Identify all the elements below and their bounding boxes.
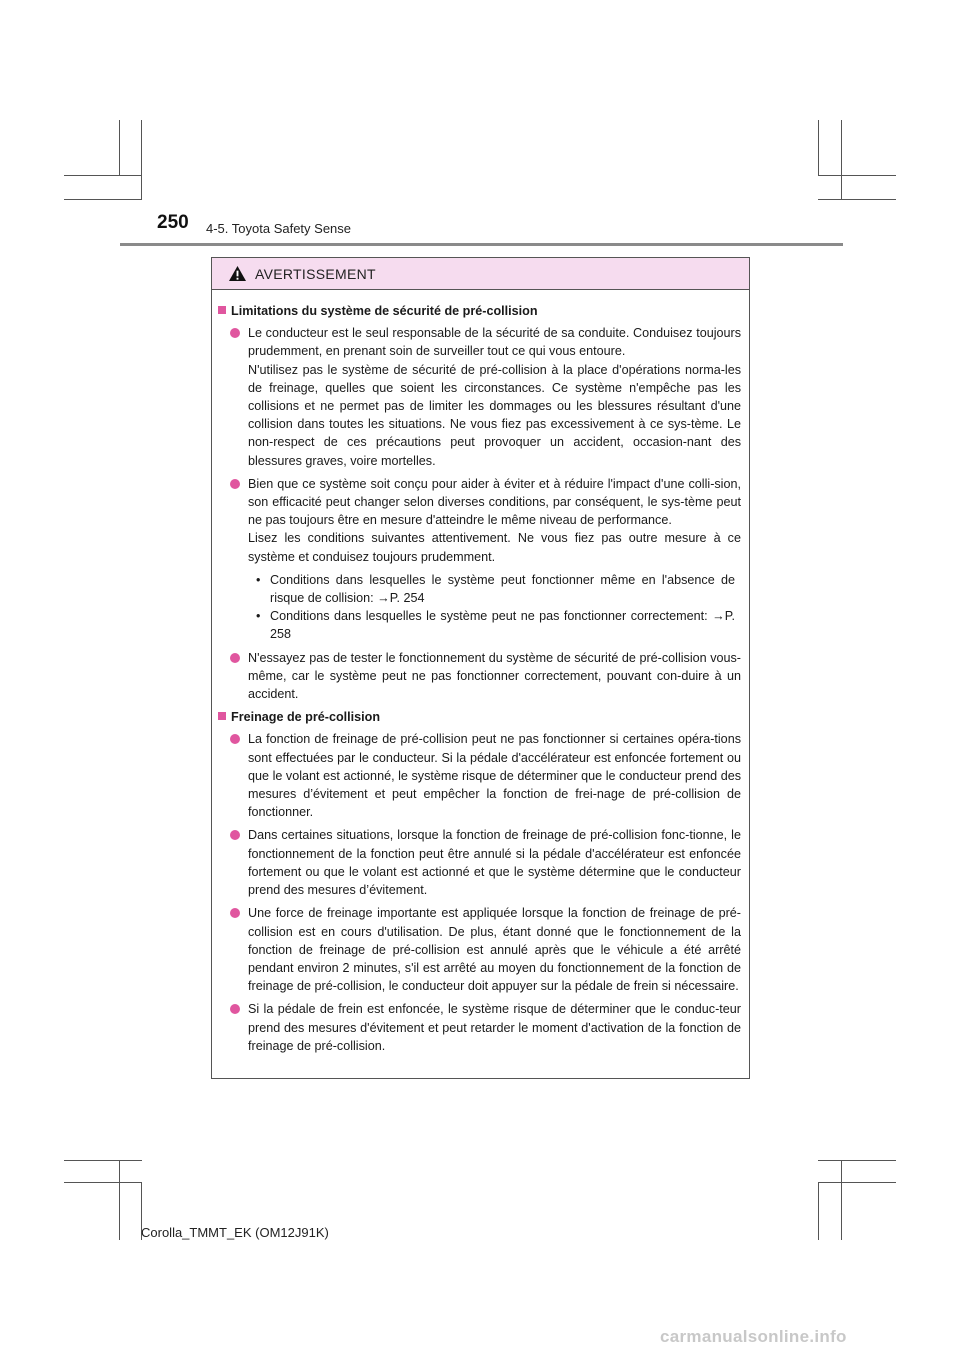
paragraph: Une force de freinage importante est appliquée lorsque la fonction de freinage de pré-collision est en cours d'utilisation. De plus, étant donné que le fonctionnement de la fonction de freinage de pré-collision est annulé après que le véhicule a été arrêté pendant environ 2 minutes, s'il est arrêté au moyen du fonctionnement de la fonction de freinage de pré-collision, le conducteur doit appuyer sur la pédale de frein si nécessaire. [248, 906, 741, 994]
list-item [230, 475, 741, 644]
warning-title: AVERTISSEMENT [255, 265, 376, 282]
crop-mark [119, 1160, 120, 1240]
crop-mark [64, 1182, 142, 1183]
list-item [230, 649, 741, 704]
paragraph: La fonction de freinage de pré-collision peut ne pas fonctionner si certaines opéra-tions sont effectuées par le conducteur. Si la pédale d'accélérateur est enfoncée fortement ou que le volant est actionné, le système risque de déterminer que le conducteur prend des mesures d’évitement et peut empêcher la fonction de frei-nage de pré-collision de fonctionner. [248, 732, 741, 820]
crop-mark [818, 1182, 896, 1183]
crop-mark [818, 199, 896, 200]
paragraph: N'essayez pas de tester le fonctionnement du système de sécurité de pré-collision vous-même, car le système peut ne pas fonctionner correctement, pouvant con-duire à un accident. [248, 650, 741, 702]
section-heading: Limitations du système de sécurité de pré-collision [218, 302, 741, 320]
sub-list-item: • Conditions dans lesquelles le système peut ne pas fonctionner correctement: →P. 258 [256, 609, 735, 642]
crop-mark [841, 1160, 842, 1240]
crop-mark [818, 120, 819, 175]
sub-list-item: • Conditions dans lesquelles le système peut fonctionner même en l'absence de risque de collision: →P. 254 [256, 572, 735, 606]
paragraph: Bien que ce système soit conçu pour aider à éviter et à réduire l'impact d'une colli-sion, son efficacité peut changer selon diverses conditions, par conséquent, le sys-tème peut ne pas toujours être en mesure d'atteindre le même niveau de performance. [248, 476, 741, 528]
circle-bullet-icon [230, 1004, 240, 1014]
crop-mark [818, 1160, 896, 1161]
paragraph: Dans certaines situations, lorsque la fonction de freinage de pré-collision fonc-tionne, le fonctionnement de la fonction peut être annulé si la pédale d'accélérateur est enfoncée fortement ou que le volant est actionné et que le système détermine que le conducteur prend des mesures d’évitement. [248, 828, 741, 898]
square-bullet-icon [218, 306, 226, 314]
list-item [230, 1000, 741, 1055]
warning-triangle-icon [228, 265, 247, 282]
square-bullet-icon [218, 712, 226, 720]
list-item [230, 904, 741, 995]
circle-bullet-icon [230, 908, 240, 918]
crop-mark [818, 175, 896, 176]
crop-mark [818, 1182, 819, 1240]
circle-bullet-icon [230, 328, 240, 338]
dot-icon: • [256, 609, 261, 624]
warning-content [212, 290, 749, 1055]
page-number: 250 [157, 212, 189, 233]
section-title: 4-5. Toyota Safety Sense [206, 221, 352, 236]
circle-bullet-icon [230, 734, 240, 744]
crop-mark [64, 175, 142, 176]
paragraph: Si la pédale de frein est enfoncée, le système risque de déterminer que le conduc-teur prend des mesures d'évitement et peut retarder le moment d'activation de la fonction de freinage de pré-collision. [248, 1002, 741, 1053]
paragraph: N'utilisez pas le système de sécurité de pré-collision à la place d'opérations norma-les de freinage, quelles que soient les circonstances. Ce système n'empêche pas les collisions et ne permet pas de limiter les dommages ou les blessures résultant d'une collision dans toutes les situations. Ne vous fiez pas excessivement à ce sys-tème. Le non-respect de ces précautions peut provoquer un accident, occasion-nant des blessures graves, voire mortelles. [248, 362, 741, 468]
circle-bullet-icon [230, 830, 240, 840]
watermark: carmanualsonline.info [660, 1327, 847, 1346]
crop-mark [119, 120, 120, 175]
crop-mark [64, 1160, 142, 1161]
dot-icon: • [256, 572, 261, 587]
crop-mark [841, 120, 842, 200]
paragraph: Le conducteur est le seul responsable de la sécurité de sa conduite. Conduisez toujours prudemment, en prenant soin de surveiller tout ce qui vous entoure. [248, 326, 741, 359]
list-item [230, 730, 741, 821]
circle-bullet-icon [230, 479, 240, 489]
header-divider [120, 243, 843, 246]
circle-bullet-icon [230, 653, 240, 663]
warning-header [212, 258, 749, 290]
list-item [230, 826, 741, 899]
crop-mark [64, 199, 142, 200]
document-id: Corolla_TMMT_EK (OM12J91K) [141, 1225, 329, 1240]
paragraph: Lisez les conditions suivantes attentivement. Ne vous fiez pas outre mesure à ce système et conduisez toujours prudemment. [248, 531, 741, 564]
section-heading: Freinage de pré-collision [218, 708, 741, 726]
crop-mark [141, 120, 142, 200]
list-item [230, 324, 741, 470]
warning-box [211, 257, 750, 1079]
